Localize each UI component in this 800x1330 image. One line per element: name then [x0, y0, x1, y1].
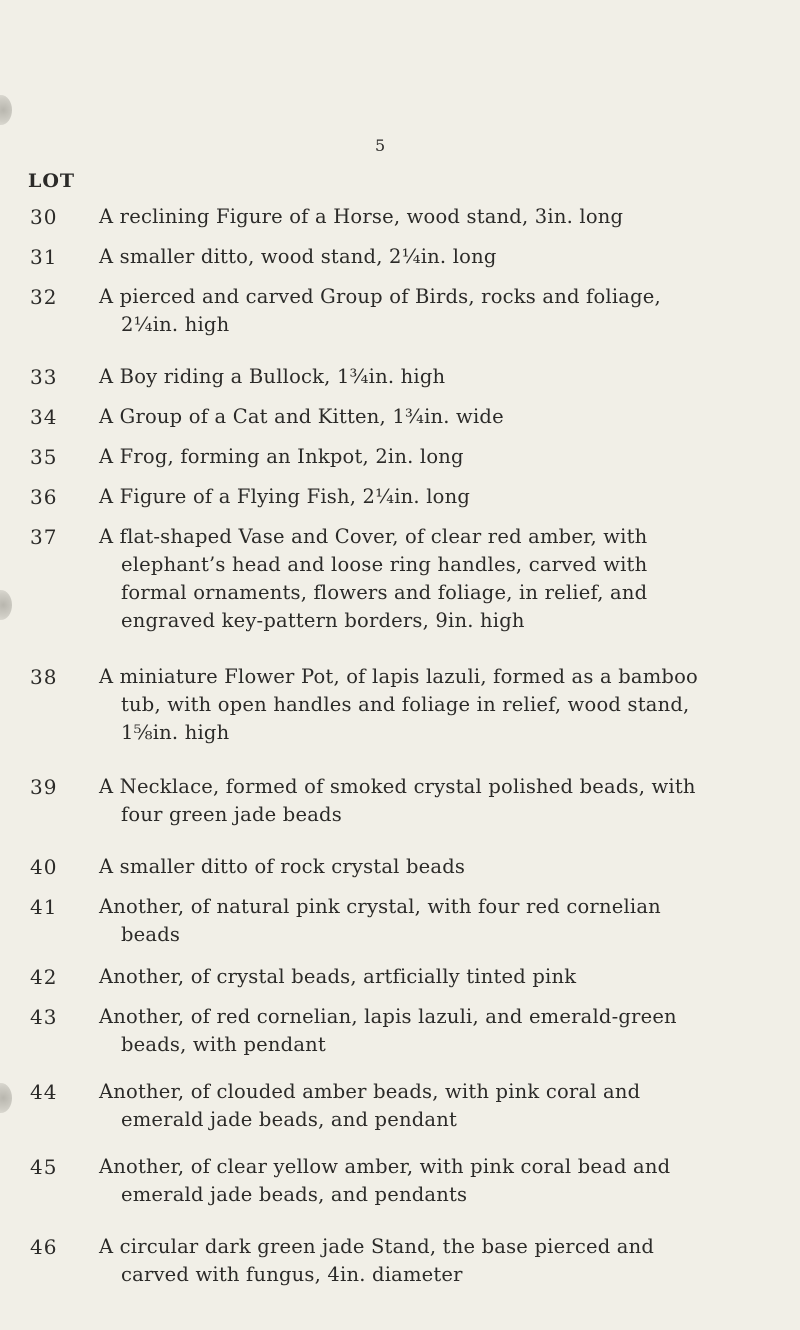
lot-description-line: tub, with open handles and foliage in relief, wood stand,	[121, 693, 690, 716]
lot-description-line: Another, of natural pink crystal, with four red cornelian	[99, 895, 661, 918]
lot-description-line: Another, of clouded amber beads, with pink coral and	[99, 1080, 641, 1103]
lot-description-line: 1⅝in. high	[121, 721, 230, 744]
lot-column-header: LOT	[28, 170, 76, 192]
page-number: 5	[375, 136, 387, 155]
lot-description-line: A flat-shaped Vase and Cover, of clear red amber, with	[99, 525, 648, 548]
lot-description	[99, 523, 747, 635]
lot-number: 31	[30, 245, 58, 269]
lot-description	[99, 1153, 747, 1209]
lot-number: 35	[30, 445, 58, 469]
lot-description-line: A Group of a Cat and Kitten, 1¾in. wide	[99, 405, 504, 428]
lot-description	[99, 443, 747, 471]
lot-description-line: Another, of red cornelian, lapis lazuli, and emerald-green	[99, 1005, 677, 1028]
lot-description-line: A reclining Figure of a Horse, wood stand, 3in. long	[99, 205, 624, 228]
lot-description-line: carved with fungus, 4in. diameter	[121, 1263, 463, 1286]
lot-description-line: A Necklace, formed of smoked crystal polished beads, with	[99, 775, 696, 798]
lot-number: 30	[30, 205, 58, 229]
lot-description-line: A Boy riding a Bullock, 1¾in. high	[99, 365, 446, 388]
lot-number: 38	[30, 665, 58, 689]
lot-description-line: elephant’s head and loose ring handles, carved with	[121, 553, 648, 576]
lot-number: 36	[30, 485, 58, 509]
lot-description-line: beads, with pendant	[121, 1033, 326, 1056]
lot-number: 33	[30, 365, 58, 389]
lot-description	[99, 363, 747, 391]
lot-description-line: 2¼in. high	[121, 313, 230, 336]
lot-number: 40	[30, 855, 58, 879]
lot-description-line: emerald jade beads, and pendant	[121, 1108, 458, 1131]
lot-description-line: formal ornaments, flowers and foliage, in relief, and	[121, 581, 648, 604]
lot-description	[99, 283, 747, 339]
binding-hole-mark	[0, 590, 12, 620]
lot-description-line: Another, of crystal beads, artficially tinted pink	[99, 965, 577, 988]
lot-description-line: A Figure of a Flying Fish, 2¼in. long	[99, 485, 471, 508]
lot-description	[99, 1233, 747, 1289]
lot-description	[99, 203, 747, 231]
lot-number: 43	[30, 1005, 58, 1029]
lot-description-line: emerald jade beads, and pendants	[121, 1183, 468, 1206]
lot-description-line: A smaller ditto of rock crystal beads	[99, 855, 466, 878]
lot-number: 46	[30, 1235, 58, 1259]
lot-number: 39	[30, 775, 58, 799]
lot-number: 32	[30, 285, 58, 309]
lot-number: 42	[30, 965, 58, 989]
lot-description	[99, 1078, 747, 1134]
lot-description	[99, 403, 747, 431]
lot-description-line: A miniature Flower Pot, of lapis lazuli, formed as a bamboo	[99, 665, 698, 688]
lot-number: 45	[30, 1155, 58, 1179]
lot-description-line: A Frog, forming an Inkpot, 2in. long	[99, 445, 464, 468]
binding-hole-mark	[0, 95, 12, 125]
lot-description	[99, 483, 747, 511]
lot-number: 41	[30, 895, 58, 919]
lot-description-line: engraved key-pattern borders, 9in. high	[121, 609, 525, 632]
lot-description	[99, 243, 747, 271]
lot-description-line: Another, of clear yellow amber, with pink coral bead and	[99, 1155, 671, 1178]
lot-description	[99, 893, 747, 949]
lot-description	[99, 663, 747, 747]
lot-number: 37	[30, 525, 58, 549]
lot-description-line: A pierced and carved Group of Birds, rocks and foliage,	[99, 285, 661, 308]
lot-description-line: beads	[121, 923, 181, 946]
lot-description-line: A circular dark green jade Stand, the base pierced and	[99, 1235, 655, 1258]
lot-description	[99, 1003, 747, 1059]
lot-description	[99, 853, 747, 881]
lot-description	[99, 773, 747, 829]
binding-hole-mark	[0, 1083, 12, 1113]
lot-number: 34	[30, 405, 58, 429]
lot-description-line: four green jade beads	[121, 803, 342, 826]
lot-number: 44	[30, 1080, 58, 1104]
lot-description	[99, 963, 747, 991]
lot-description-line: A smaller ditto, wood stand, 2¼in. long	[99, 245, 497, 268]
